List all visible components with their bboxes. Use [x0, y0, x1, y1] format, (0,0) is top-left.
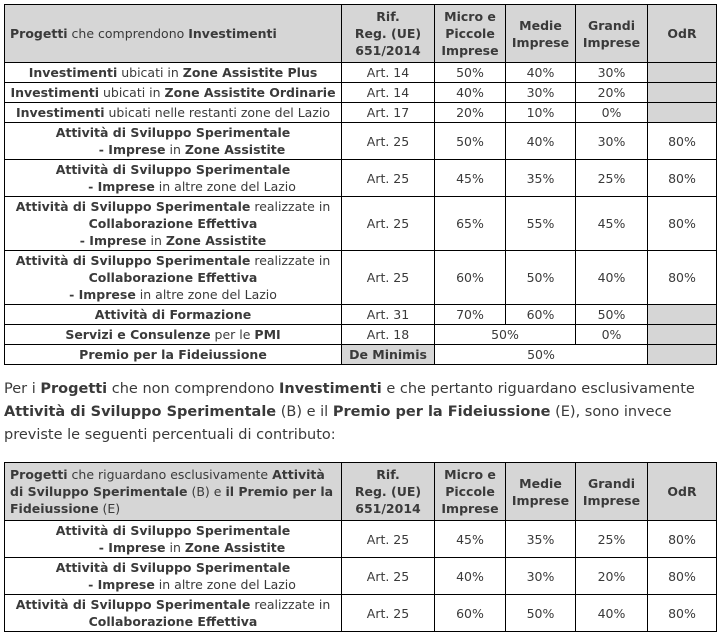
table-row	[5, 325, 717, 345]
medie-cell: 40%	[506, 123, 576, 160]
rif-cell: Art. 14	[342, 83, 435, 103]
grandi-cell: 40%	[576, 251, 648, 305]
grandi-cell: 40%	[576, 595, 648, 632]
table2-body	[5, 521, 717, 632]
description-line: - Imprese in altre zone del Lazio	[69, 287, 277, 302]
row-description: Attività di Formazione	[5, 305, 342, 325]
rif-cell: De Minimis	[342, 345, 435, 365]
row-description	[5, 123, 342, 160]
odr-cell: 80%	[648, 123, 717, 160]
medie-cell: 10%	[506, 103, 576, 123]
medie-cell: 55%	[506, 197, 576, 251]
description-line: Attività di Sviluppo Sperimentale	[55, 523, 291, 538]
table-row	[5, 103, 717, 123]
description-line: - Imprese in Zone Assistite	[79, 233, 267, 248]
odr-cell: 80%	[648, 595, 717, 632]
description-line: Attività di Sviluppo Sperimentale	[55, 560, 291, 575]
description-line: Attività di Sviluppo Sperimentale	[55, 125, 291, 140]
rif-cell: Art. 25	[342, 558, 435, 595]
row-description	[5, 160, 342, 197]
rif-cell: Art. 25	[342, 251, 435, 305]
row-description	[5, 595, 342, 632]
description-line: Attività di Sviluppo Sperimentale realizzate in	[15, 199, 331, 214]
rif-cell: Art. 18	[342, 325, 435, 345]
grandi-cell: 20%	[576, 558, 648, 595]
description-line: - Imprese in altre zone del Lazio	[88, 179, 296, 194]
odr-cell: 80%	[648, 558, 717, 595]
description-line: Attività di Sviluppo Sperimentale	[55, 162, 291, 177]
table-row	[5, 197, 717, 251]
medie-cell: 40%	[506, 63, 576, 83]
micro-piccole-cell: 50%	[435, 123, 506, 160]
sviluppo-sperimentale-rates-table	[4, 462, 717, 632]
description-line: - Imprese in Zone Assistite	[98, 142, 286, 157]
grandi-cell: 45%	[576, 197, 648, 251]
row-description: Servizi e Consulenze per le PMI	[5, 325, 342, 345]
grandi-cell: 25%	[576, 160, 648, 197]
odr-cell	[648, 63, 717, 83]
description-line: Collaborazione Effettiva	[88, 216, 258, 231]
description-line: Collaborazione Effettiva	[88, 270, 258, 285]
odr-cell	[648, 103, 717, 123]
header-medie: Medie Imprese	[506, 463, 576, 521]
rif-cell: Art. 25	[342, 123, 435, 160]
odr-cell	[648, 345, 717, 365]
micro-medie-cell: 50%	[435, 325, 576, 345]
table-row	[5, 521, 717, 558]
table-row	[5, 251, 717, 305]
header-project-description: Progetti che comprendono Investimenti	[5, 5, 342, 63]
odr-cell	[648, 305, 717, 325]
table-row	[5, 558, 717, 595]
table-row	[5, 305, 717, 325]
description-line: Investimenti ubicati in Zone Assistite Ordinarie	[10, 85, 336, 100]
description-line: Attività di Sviluppo Sperimentale realizzate in	[15, 253, 331, 268]
row-description	[5, 197, 342, 251]
medie-cell: 30%	[506, 558, 576, 595]
premio-value-cell: 50%	[435, 345, 648, 365]
micro-piccole-cell: 45%	[435, 160, 506, 197]
row-description	[5, 521, 342, 558]
odr-cell	[648, 83, 717, 103]
micro-piccole-cell: 40%	[435, 558, 506, 595]
header-grandi: Grandi Imprese	[576, 5, 648, 63]
row-description	[5, 103, 342, 123]
medie-cell: 50%	[506, 595, 576, 632]
header-odr: OdR	[648, 463, 717, 521]
rif-cell: Art. 25	[342, 595, 435, 632]
odr-cell: 80%	[648, 521, 717, 558]
grandi-cell: 30%	[576, 123, 648, 160]
rif-cell: Art. 25	[342, 197, 435, 251]
description-line: Investimenti ubicati nelle restanti zone del Lazio	[15, 105, 331, 120]
row-description	[5, 83, 342, 103]
micro-piccole-cell: 45%	[435, 521, 506, 558]
table-row	[5, 595, 717, 632]
odr-cell	[648, 325, 717, 345]
header-medie: Medie Imprese	[506, 5, 576, 63]
header-rif-reg: Rif. Reg. (UE) 651/2014	[342, 463, 435, 521]
intro-paragraph: Per i Progetti che non comprendono Investimenti e che pertanto riguardano esclusivamente Attività di Sviluppo Sperimentale (B) e il Premio per la Fideiussione (E), sono invece previste le seguenti percentuali di contributo:	[4, 381, 695, 443]
header-grandi: Grandi Imprese	[576, 463, 648, 521]
table-row	[5, 123, 717, 160]
table-row	[5, 160, 717, 197]
grandi-cell: 25%	[576, 521, 648, 558]
medie-cell: 35%	[506, 160, 576, 197]
header-project-description: Progetti che riguardano esclusivamente Attività di Sviluppo Sperimentale (B) e il Premio per la Fideiussione (E)	[5, 463, 342, 521]
rif-cell: Art. 14	[342, 63, 435, 83]
rif-cell: Art. 25	[342, 521, 435, 558]
micro-piccole-cell: 70%	[435, 305, 506, 325]
rif-cell: Art. 17	[342, 103, 435, 123]
row-description	[5, 251, 342, 305]
description-line: Attività di Sviluppo Sperimentale realizzate in	[15, 597, 331, 612]
micro-piccole-cell: 65%	[435, 197, 506, 251]
table1-body	[5, 63, 717, 365]
grandi-cell: 30%	[576, 63, 648, 83]
header-odr: OdR	[648, 5, 717, 63]
description-line: - Imprese in altre zone del Lazio	[88, 577, 296, 592]
medie-cell: 50%	[506, 251, 576, 305]
medie-cell: 35%	[506, 521, 576, 558]
row-description	[5, 558, 342, 595]
grandi-cell: 0%	[576, 325, 648, 345]
investimenti-rates-table	[4, 4, 717, 365]
grandi-cell: 50%	[576, 305, 648, 325]
medie-cell: 60%	[506, 305, 576, 325]
description-line: Investimenti ubicati in Zone Assistite Plus	[28, 65, 318, 80]
grandi-cell: 20%	[576, 83, 648, 103]
micro-piccole-cell: 40%	[435, 83, 506, 103]
micro-piccole-cell: 50%	[435, 63, 506, 83]
medie-cell: 30%	[506, 83, 576, 103]
micro-piccole-cell: 20%	[435, 103, 506, 123]
table-row	[5, 63, 717, 83]
header-micro-piccole: Micro e Piccole Imprese	[435, 463, 506, 521]
description-line: Collaborazione Effettiva	[88, 614, 258, 629]
description-line: - Imprese in Zone Assistite	[98, 540, 286, 555]
micro-piccole-cell: 60%	[435, 251, 506, 305]
odr-cell: 80%	[648, 160, 717, 197]
table1-header-row	[5, 5, 717, 63]
odr-cell: 80%	[648, 251, 717, 305]
table2-header-row	[5, 463, 717, 521]
header-rif-reg: Rif. Reg. (UE) 651/2014	[342, 5, 435, 63]
table-row	[5, 345, 717, 365]
header-micro-piccole: Micro e Piccole Imprese	[435, 5, 506, 63]
micro-piccole-cell: 60%	[435, 595, 506, 632]
rif-cell: Art. 25	[342, 160, 435, 197]
rif-cell: Art. 31	[342, 305, 435, 325]
row-description	[5, 63, 342, 83]
row-description: Premio per la Fideiussione	[5, 345, 342, 365]
table-row	[5, 83, 717, 103]
odr-cell: 80%	[648, 197, 717, 251]
grandi-cell: 0%	[576, 103, 648, 123]
